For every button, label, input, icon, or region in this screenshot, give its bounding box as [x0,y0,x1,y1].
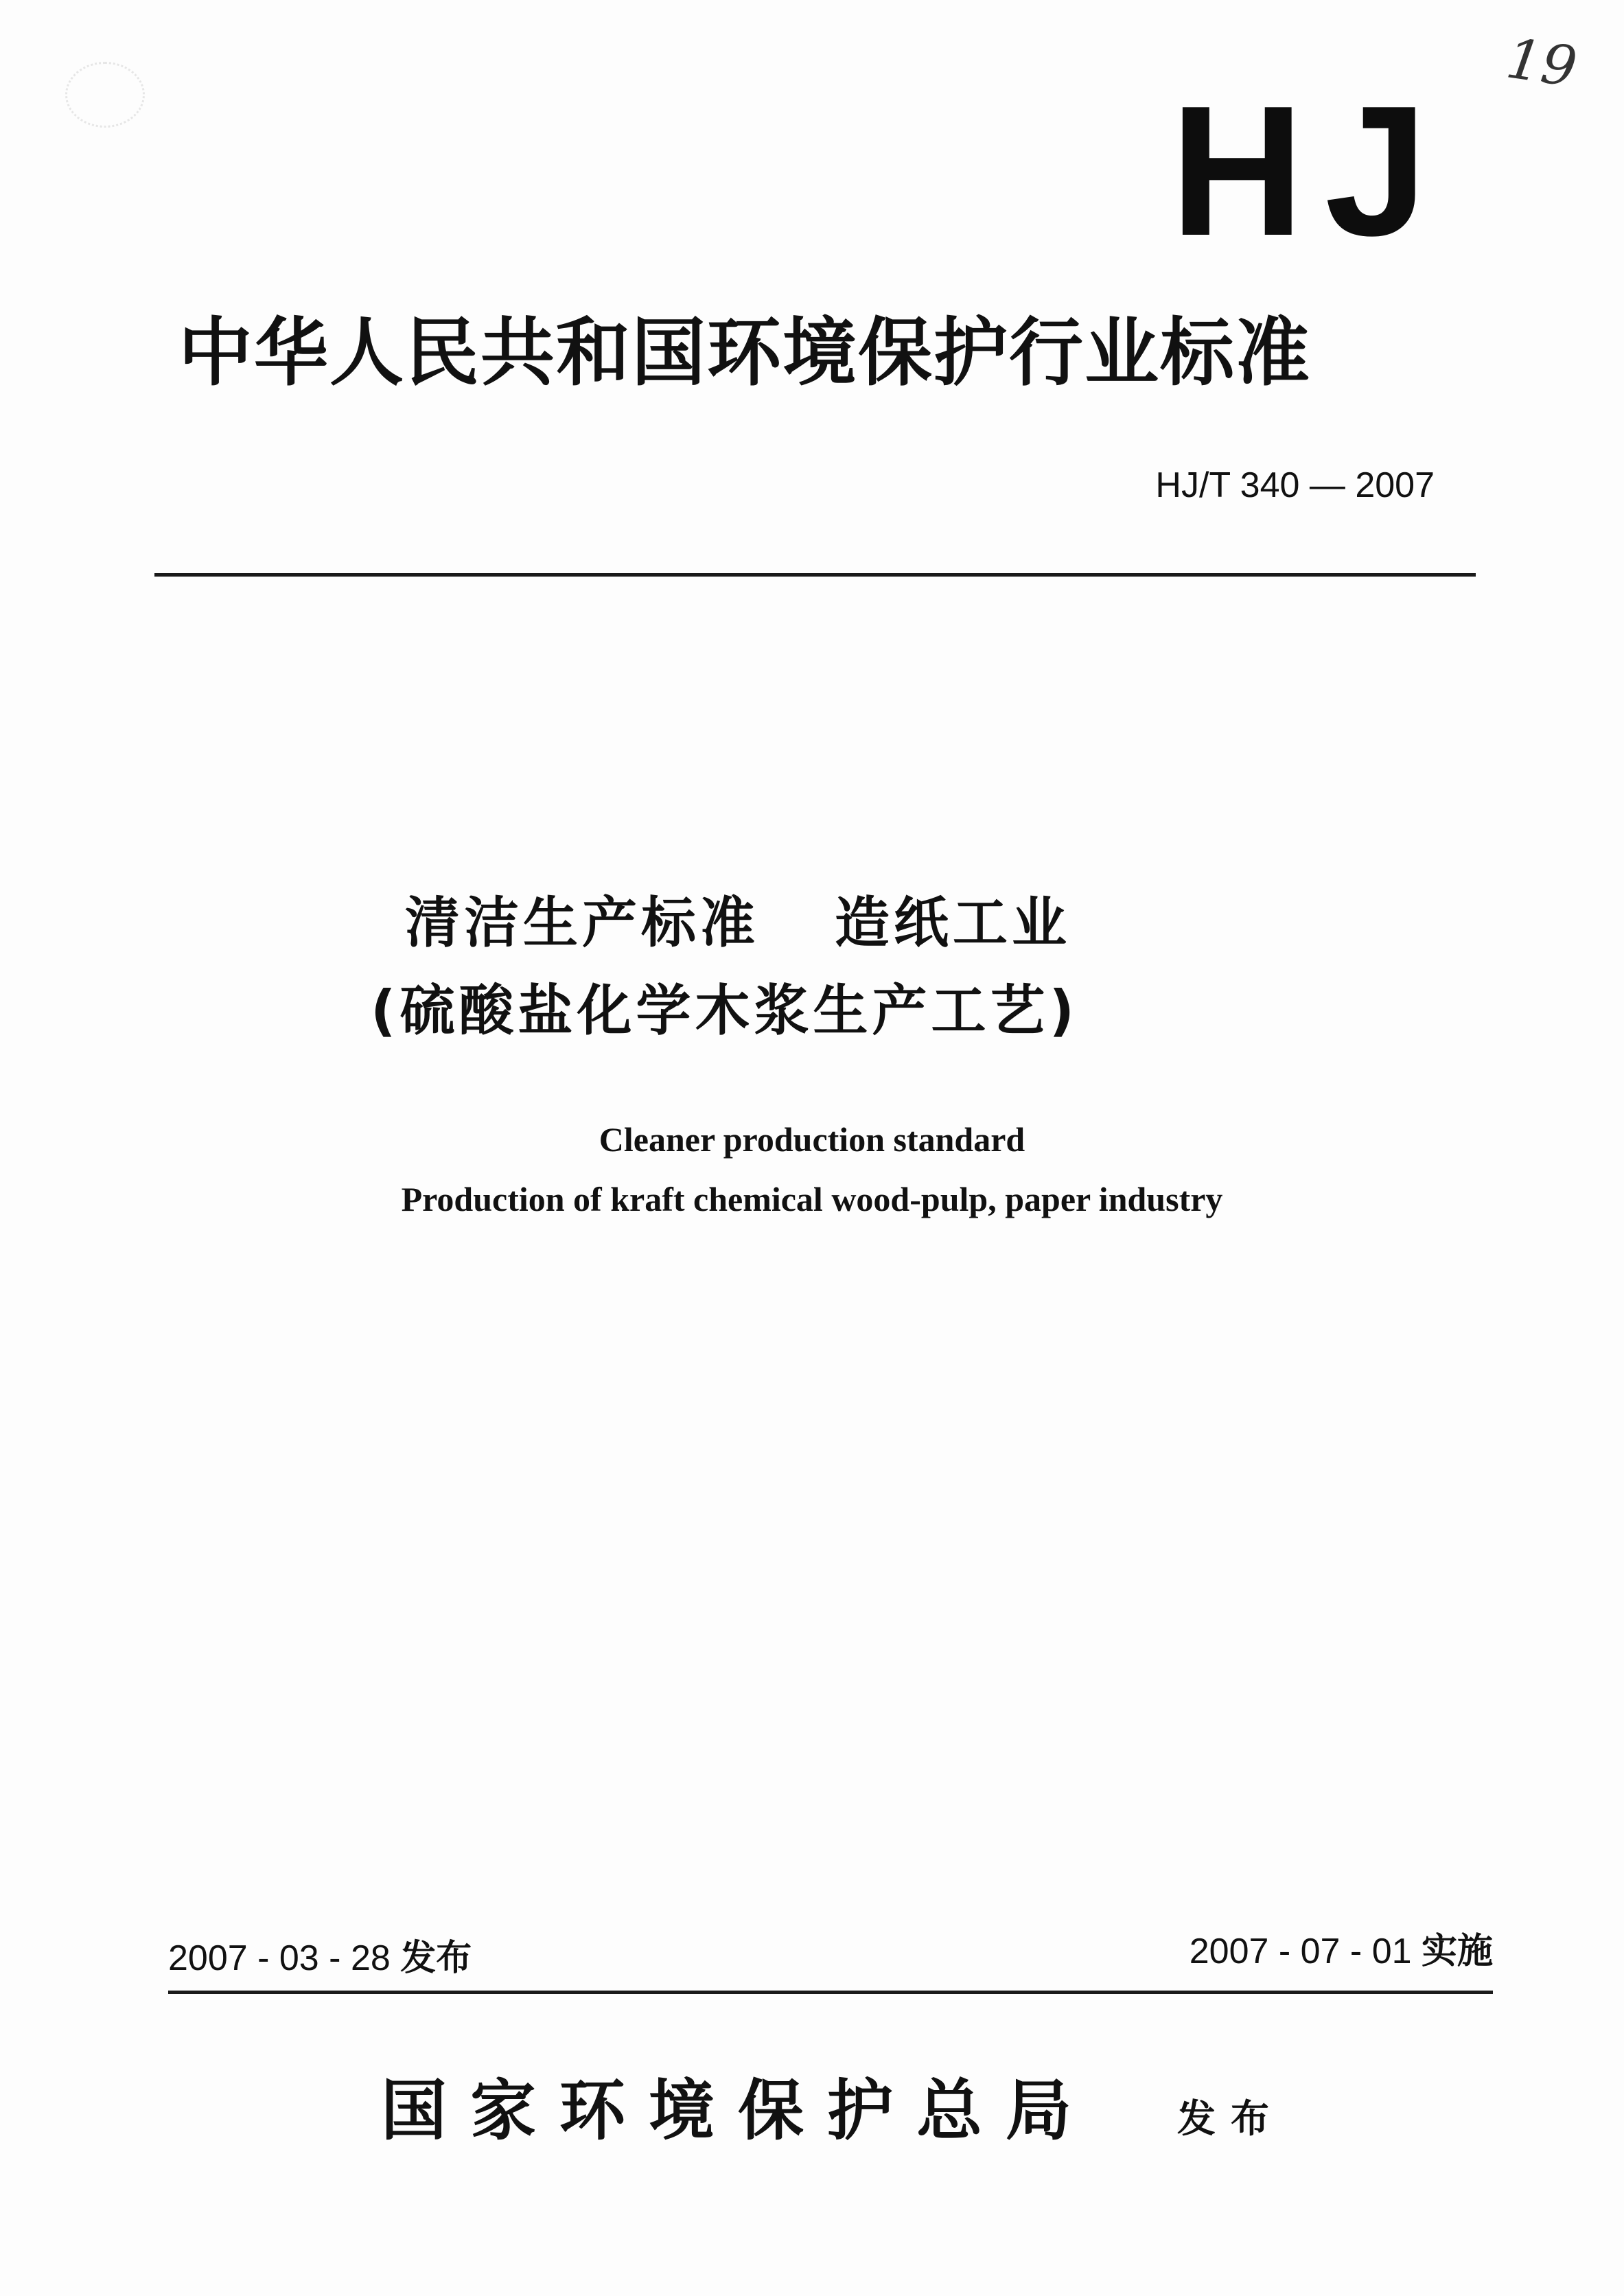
en-title-line2: Production of kraft chemical wood-pulp, paper industry [401,1180,1223,1218]
handwritten-page-mark: 19 [1503,26,1581,100]
en-title-line1: Cleaner production standard [599,1120,1025,1159]
issue-date: 2007 - 03 - 28 [168,1938,391,1978]
top-divider [154,573,1476,577]
publisher-suffix: 发布 [1177,2097,1284,2142]
implementation-label: 实施 [1421,1931,1493,1972]
issue-label: 发布 [400,1938,472,1979]
publisher-name: 国家环境保护总局 [381,2072,1095,2149]
cn-title-line2: (硫酸盐化学木浆生产工艺) [371,979,1079,1043]
standard-number: HJ/T 340 — 2007 [1155,465,1435,505]
header-title: 中华人民共和国环境保护行业标准 [178,310,1312,396]
faint-stamp-mark [65,62,145,128]
implementation-date: 2007 - 07 - 01 [1189,1932,1412,1971]
bottom-divider [168,1991,1493,1994]
implementation-date-block [1098,1927,1493,1975]
hj-logo: HJ [1170,68,1448,275]
issue-date-block [168,1934,472,1982]
cn-title-line1 [405,885,1071,961]
cn-title-part1: 清洁生产标准 [405,891,759,955]
cn-title-part2: 造纸工业 [835,891,1071,955]
